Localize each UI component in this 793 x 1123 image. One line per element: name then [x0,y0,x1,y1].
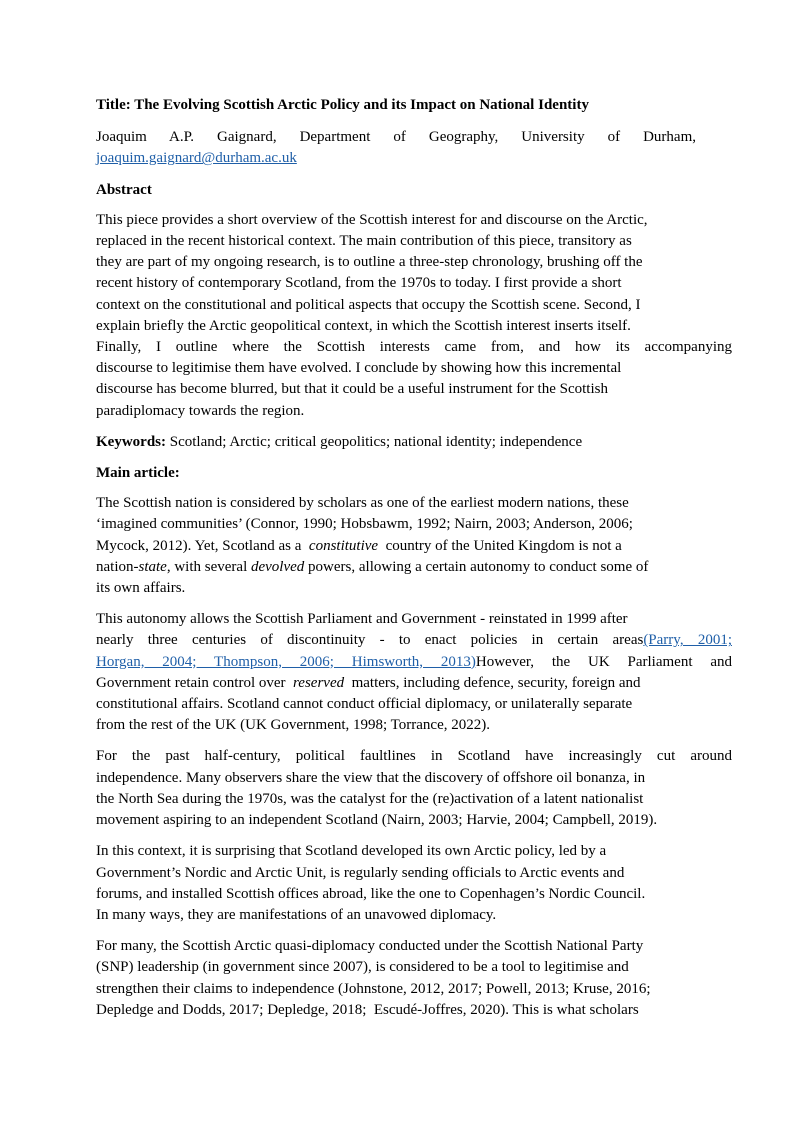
paragraph-line [96,673,732,694]
paragraph-line: its own affairs. [96,580,186,597]
italic-term: reserved [293,674,345,691]
italic-term: devolved [250,558,305,575]
paragraph-line: forums, and installed Scottish offices abroad, like the one to Copenhagen’s Nordic Council. [96,885,646,902]
body-paragraph-1 [96,493,732,599]
paragraph-line [96,557,732,578]
paragraph-line: The Scottish nation is considered by scholars as one of the earliest modern nations, these [96,495,629,512]
keywords-text: Scotland; Arctic; critical geopolitics; national identity; independence [166,433,583,450]
paragraph-line: In many ways, they are manifestations of an unavowed diplomacy. [96,906,497,923]
keywords-line [96,432,732,453]
abstract-line: they are part of my ongoing research, is to outline a three-step chronology, brushing off the [96,254,643,271]
text-run: nearly three centuries of discontinuity - to enact policies in certain areas [96,632,644,649]
text-run: Mycock, 2012). Yet, Scotland as a [96,537,309,554]
document-body [96,95,732,1031]
paragraph-line: movement aspiring to an independent Scotland (Nairn, 2003; Harvie, 2004; Campbell, 2019). [96,812,658,829]
author-line [96,127,696,169]
body-paragraph-2 [96,609,732,736]
abstract-heading: Abstract [96,181,152,198]
abstract-paragraph [96,210,732,422]
abstract-line: context on the constitutional and political aspects that occupy the Scottish scene. Second, I [96,296,641,313]
paragraph-line: In this context, it is surprising that Scotland developed its own Arctic policy, led by a [96,843,607,860]
paragraph-line: strengthen their claims to independence (Johnstone, 2012, 2017; Powell, 2013; Kruse, 2016; [96,980,651,997]
abstract-line: explain briefly the Arctic geopolitical context, in which the Scottish interest inserts itself. [96,317,631,334]
abstract-line: replaced in the recent historical context. The main contribution of this piece, transitory as [96,233,632,250]
paragraph-line: constitutional affairs. Scotland cannot conduct official diplomacy, or unilaterally separate [96,696,633,713]
abstract-line: discourse to legitimise them have evolved. I conclude by showing how this incremental [96,360,622,377]
paragraph-line: For many, the Scottish Arctic quasi-diplomacy conducted under the Scottish National Party [96,938,644,955]
author-email-link[interactable]: joaquim.gaignard@durham.ac.uk [96,150,297,167]
main-article-heading: Main article: [96,465,180,482]
text-run: nation- [96,558,139,575]
paragraph-line [96,630,732,651]
abstract-line: Finally, I outline where the Scottish interests came from, and how its accompanying [96,339,732,356]
paragraph-line: independence. Many observers share the view that the discovery of offshore oil bonanza, in [96,769,646,786]
keywords-label: Keywords: [96,433,166,450]
paragraph-line: Government’s Nordic and Arctic Unit, is regularly sending officials to Arctic events and [96,864,625,881]
italic-term: state [138,558,167,575]
body-paragraph-3 [96,746,732,831]
paragraph-line: Depledge and Dodds, 2017; Depledge, 2018; Escudé-Joffres, 2020). This is what scholars [96,1001,639,1018]
paragraph-line [96,652,732,673]
paragraph-line: ‘imagined communities’ (Connor, 1990; Hobsbawm, 1992; Nairn, 2003; Anderson, 2006; [96,516,633,533]
body-paragraph-5 [96,936,732,1021]
text-run: However, the UK Parliament and [475,653,732,670]
abstract-line: recent history of contemporary Scotland, from the 1970s to today. I first provide a short [96,275,622,292]
paper-title: Title: The Evolving Scottish Arctic Policy and its Impact on National Identity [96,97,589,113]
italic-term: constitutive [308,537,379,554]
paragraph-line: For the past half-century, political faultlines in Scotland have increasingly cut around [96,748,732,765]
abstract-line: discourse has become blurred, but that it could be a useful instrument for the Scottish [96,381,608,398]
text-run: Government retain control over [96,674,294,691]
citation-link[interactable]: Horgan, 2004; Thompson, 2006; Himsworth, 2013) [96,653,476,670]
text-run: powers, allowing a certain autonomy to conduct some of [304,558,649,575]
paragraph-line: This autonomy allows the Scottish Parliament and Government - reinstated in 1999 after [96,611,628,628]
paragraph-line [96,536,732,557]
paragraph-line: (SNP) leadership (in government since 2007), is considered to be a tool to legitimise and [96,959,629,976]
paragraph-line: the North Sea during the 1970s, was the catalyst for the (re)activation of a latent nationalist [96,790,644,807]
citation-link[interactable]: (Parry, 2001; [643,632,732,649]
text-run: country of the United Kingdom is not a [378,537,622,554]
abstract-line: paradiplomacy towards the region. [96,402,305,419]
text-run: matters, including defence, security, foreign and [344,674,641,691]
author-affiliation: Joaquim A.P. Gaignard, Department of Geography, University of Durham, [96,129,696,146]
text-run: , with several [166,558,251,575]
body-paragraph-4 [96,841,732,926]
paragraph-line: from the rest of the UK (UK Government, 1998; Torrance, 2022). [96,717,490,734]
abstract-line: This piece provides a short overview of the Scottish interest for and discourse on the Arctic, [96,211,648,228]
